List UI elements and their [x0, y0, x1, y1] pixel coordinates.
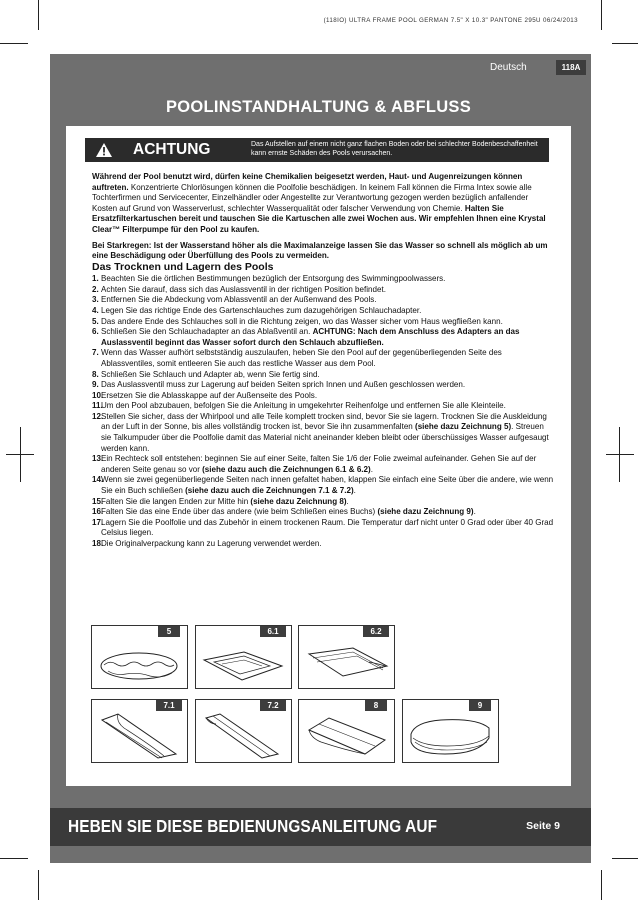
intro-bold-2: Halten Sie Ersatzfilterkartuschen bereit und tauschen Sie die Kartuschen alle zwei Wochen aus. Wir empfehlen Ihnen eine Krystal Clear™ Filterpumpe für den Pool zu kaufen.: [92, 203, 546, 234]
page-number: Seite 9: [526, 820, 560, 832]
step-number: 7.: [92, 348, 99, 358]
step-bold: (siehe dazu Zeichnung 5): [415, 422, 512, 432]
figure-9: [402, 699, 499, 763]
figure-6-1: [195, 625, 292, 689]
step-number: 2.: [92, 284, 99, 294]
folded-liner-drawing: [299, 636, 394, 688]
step-number: 4.: [92, 305, 99, 315]
step-text: Wenn sie zwei gegenüberliegende Seiten nach innen gefaltet haben, klappen Sie einfach eine Seite über die andere, wie wenn Sie ein Buch schließen: [101, 475, 554, 496]
intro-paragraph: [92, 172, 554, 236]
figures-row-1: [91, 625, 551, 689]
figure-7-1: [91, 699, 188, 763]
crop-mark: [0, 858, 28, 859]
subheading: Das Trocknen und Lagern des Pools: [92, 260, 274, 273]
storm-note: Bei Starkregen: Ist der Wasserstand höher als die Maximalanzeige lassen Sie das Wasser so schnell als möglich ab um eine Beschädigung oder Überfüllung des Pools zu vermeiden.: [92, 240, 548, 260]
folded-liner-drawing: [92, 710, 187, 762]
step-number: 1.: [92, 274, 99, 284]
step-text: Schließen Sie den Schlauchadapter an das Ablaßventil an.: [101, 327, 313, 337]
step-text: Ein Rechteck soll entstehen: beginnen Sie auf einer Seite, falten Sie 1/6 der Folie zweimal aufeinander. Gehen Sie auf der anderen Seite genau so vor: [101, 454, 537, 474]
step-text-end: .: [346, 496, 349, 506]
list-item: [92, 295, 554, 306]
crop-mark: [601, 870, 602, 900]
step-text: Das andere Ende des Schlauches soll in die Richtung zeigen, wo das Wasser sicher vom Haus wegfließen kann.: [101, 316, 503, 326]
step-text-end: . Streuen sie Talkumpuder über die Poolfolie damit das Material nicht aneinander kleben bleibt oder überschüssiges Wasser aufgesaugt werden kann.: [101, 422, 549, 453]
list-item: [92, 497, 554, 508]
step-text-end: .: [473, 507, 476, 517]
warning-box: [85, 138, 549, 162]
figure-label: 8: [365, 700, 387, 711]
print-info: (118IO) ULTRA FRAME POOL GERMAN 7.5" X 10.3" PANTONE 295U 06/24/2013: [323, 17, 578, 24]
steps-list: [92, 274, 554, 549]
figure-label: 9: [469, 700, 491, 711]
step-number: 17.: [92, 517, 104, 527]
crop-mark: [606, 454, 634, 455]
step-number: 11.: [92, 401, 103, 411]
step-number: 5.: [92, 316, 99, 326]
list-item: [92, 539, 554, 550]
intro-text: Konzentrierte Chlorlösungen können die Poolfolie beschädigen. In keinem Fall können die Firma Intex sowie alle Tochterfirmen und Servicecenter, Einzelhändler oder Angestellte zur Verantwortung gezogen werden bezüglich anfallender Kosten auf Grund von Wasserverlust, schlechter Wasserqualität oder falscher Verwendung von Chemie.: [92, 182, 532, 213]
step-number: 8.: [92, 369, 99, 379]
list-item: [92, 380, 554, 391]
step-text: Beachten Sie die örtlichen Bestimmungen bezüglich der Entsorgung des Swimmingpoolwassers.: [101, 274, 446, 284]
list-item: [92, 327, 554, 348]
list-item: [92, 370, 554, 381]
list-item: [92, 412, 554, 454]
step-text: Falten Sie das eine Ende über das andere (wie beim Schließen eines Buchs): [101, 507, 378, 517]
step-number: 16.: [92, 507, 104, 517]
warning-text: Das Aufstellen auf einem nicht ganz flachen Boden oder bei schlechter Bodenbeschaffenheit kann ernste Schäden des Pools verursachen.: [251, 141, 538, 158]
step-text: Ersetzen Sie die Ablasskappe auf der Außenseite des Pools.: [101, 390, 318, 400]
crop-mark: [612, 43, 638, 44]
crop-mark: [6, 454, 34, 455]
figure-label: 7.2: [260, 700, 286, 711]
list-item: [92, 391, 554, 402]
list-item: [92, 317, 554, 328]
list-item: [92, 507, 554, 518]
step-text: Entfernen Sie die Abdeckung vom Ablassventil an der Außenwand des Pools.: [101, 295, 377, 305]
list-item: [92, 475, 554, 496]
warning-icon: [96, 143, 112, 157]
list-item: [92, 454, 554, 475]
figure-label: 6.1: [260, 626, 286, 637]
footer-text: HEBEN SIE DIESE BEDIENUNGSANLEITUNG AUF: [68, 816, 438, 836]
step-text: Die Originalverpackung kann zu Lagerung verwendet werden.: [101, 539, 322, 548]
step-number: 18.: [92, 539, 104, 548]
list-item: [92, 348, 554, 369]
figure-8: [298, 699, 395, 763]
step-text: Falten Sie die langen Enden zur Mitte hin: [101, 496, 251, 506]
figure-label: 7.1: [156, 700, 182, 711]
step-bold: ACHTUNG: Nach dem Anschluss des Adapters an das Auslassventil beginnt das Wasser sofort durch den Schlauch abzufließen.: [101, 327, 520, 347]
figure-7-2: [195, 699, 292, 763]
step-number: 13.: [92, 454, 104, 464]
crop-mark: [612, 858, 638, 859]
crop-mark: [38, 0, 39, 30]
step-number: 10.: [92, 390, 104, 400]
step-text-end: .: [353, 486, 356, 496]
language-label: Deutsch: [490, 62, 527, 73]
list-item: [92, 306, 554, 317]
step-bold: (siehe dazu auch die Zeichnungen 7.1 & 7.2): [185, 486, 354, 496]
step-text: Das Auslassventil muss zur Lagerung auf beiden Seiten sprich Innen und Außen geschlossen werden.: [101, 380, 466, 390]
step-number: 6.: [92, 327, 99, 337]
crop-mark: [601, 0, 602, 30]
section-title-bar: [66, 90, 571, 126]
folded-liner-drawing: [403, 710, 498, 762]
step-text: Legen Sie das richtige Ende des Gartenschlauches zum dazugehörigen Schlauchadapter.: [101, 305, 422, 315]
page-code-badge: 118A: [556, 60, 586, 75]
warning-title: ACHTUNG: [133, 141, 211, 158]
step-number: 12.: [92, 411, 104, 421]
folded-liner-drawing: [92, 636, 187, 688]
section-title: POOLINSTANDHALTUNG & ABFLUSS: [165, 98, 472, 116]
step-text: Schließen Sie Schlauch und Adapter ab, wenn Sie fertig sind.: [101, 369, 320, 379]
step-text: Lagern Sie die Poolfolie und das Zubehör in einem trockenen Raum. Die Temperatur darf nicht unter 0 Grad oder über 40 Grad Celsius liegen.: [101, 517, 554, 538]
list-item: [92, 401, 554, 412]
figure-label: 5: [158, 626, 180, 637]
list-item: [92, 518, 554, 539]
crop-mark: [38, 870, 39, 900]
step-number: 15.: [92, 496, 104, 506]
folded-liner-drawing: [196, 710, 291, 762]
footer-bar: [50, 808, 591, 846]
figure-label: 6.2: [363, 626, 389, 637]
intro-bold: Während der Pool benutzt wird, dürfen keine Chemikalien beigesetzt werden, Haut- und Augenreizungen können auftreten.: [92, 172, 523, 192]
step-bold: (siehe dazu Zeichnung 9): [377, 507, 474, 517]
figure-6-2: [298, 625, 395, 689]
folded-liner-drawing: [299, 710, 394, 762]
list-item: [92, 274, 554, 285]
folded-liner-drawing: [196, 636, 291, 688]
step-number: 3.: [92, 295, 99, 305]
step-text: Achten Sie darauf, dass sich das Auslassventil in der richtigen Position befindet.: [101, 284, 386, 294]
figures-row-2: [91, 699, 551, 763]
step-text: Um den Pool abzubauen, befolgen Sie die Anleitung in umgekehrter Reihenfolge und entfernen Sie alle Kleinteile.: [101, 401, 506, 411]
step-number: 14.: [92, 475, 104, 485]
step-text: Wenn das Wasser aufhört selbstständig auszulaufen, heben Sie den Pool auf der gegenüberliegenden Seite des Ablassventiles, somit entleeren Sie auch das restliche Wasser aus dem Pool.: [101, 348, 502, 368]
step-bold: (siehe dazu auch die Zeichnungen 6.1 & 6.2): [202, 464, 371, 474]
list-item: [92, 285, 554, 296]
step-text-end: .: [370, 464, 373, 474]
crop-mark: [0, 43, 28, 44]
step-text: Stellen Sie sicher, dass der Whirlpool und alle Teile komplett trocken sind, bevor Sie sie lagern. Trocknen Sie die Auskleidung an der Luft in der Sonne, bis alles vollständig trocken ist, bevor Sie ihn zusammenfalten: [101, 411, 547, 432]
step-number: 9.: [92, 380, 99, 390]
instructions-content: [92, 172, 554, 550]
step-bold: (siehe dazu Zeichnung 8): [250, 496, 347, 506]
figure-5: [91, 625, 188, 689]
